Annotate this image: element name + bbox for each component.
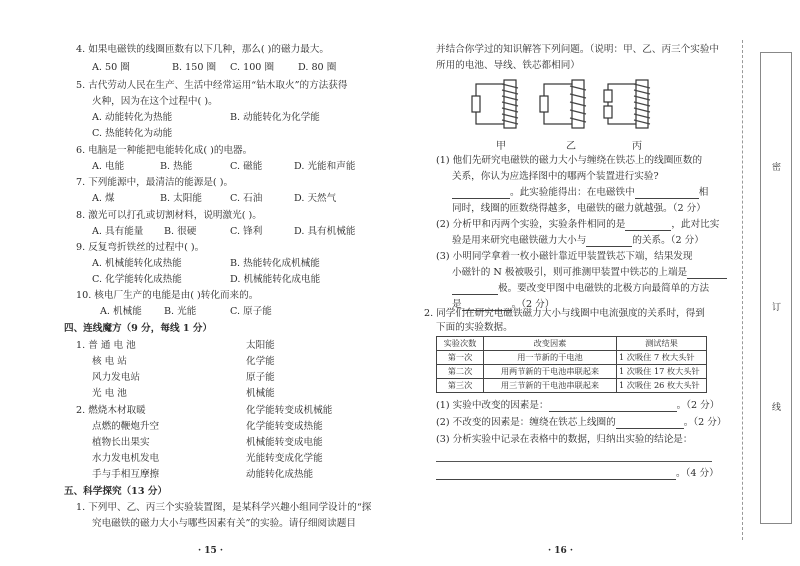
answer-blank[interactable] xyxy=(616,418,684,429)
answer-blank[interactable] xyxy=(452,284,498,295)
match1-left-4: 光 电 池 xyxy=(92,388,127,399)
q6-option-d: D. 光能和声能 xyxy=(294,161,356,172)
q10-option-c: C. 原子能 xyxy=(230,306,272,317)
subq1-line2: 关系，你认为应选择图中的哪两个装置进行实验? xyxy=(452,171,659,182)
table-q3-answer xyxy=(436,468,719,480)
answer-blank[interactable] xyxy=(635,188,699,199)
cell-trial: 第一次 xyxy=(437,351,484,365)
cell-result: 1 次吸住 17 枚大头针 xyxy=(617,365,707,379)
subq1-line4: 同时，线圈的匝数绕得越多，电磁铁的磁力就越强。（2 分） xyxy=(452,203,706,214)
cell-factor: 用三节新的干电池串联起来 xyxy=(484,379,617,393)
match2-right-3: 机械能转变成电能 xyxy=(246,437,323,448)
table-q2 xyxy=(436,417,726,429)
q7-option-a: A. 煤 xyxy=(92,193,115,204)
q5-option-c: C. 热能转化为动能 xyxy=(92,128,173,139)
match2-left-1: 2. 燃烧木材取暖 xyxy=(76,405,146,416)
cell-trial: 第三次 xyxy=(437,379,484,393)
section-5-heading: 五、科学探究（13 分） xyxy=(64,486,168,497)
table-q1 xyxy=(436,400,719,412)
cell-trial: 第二次 xyxy=(437,365,484,379)
subq3-text4: 是 xyxy=(452,299,462,310)
subq3-text4-end: 。（2 分） xyxy=(511,299,555,310)
match2-left-4: 水力发电机发电 xyxy=(92,453,160,464)
cell-factor: 用两节新的干电池串联起来 xyxy=(484,365,617,379)
answer-blank[interactable] xyxy=(549,401,677,412)
q9-option-d: D. 机械能转化成电能 xyxy=(230,274,321,285)
device-bing xyxy=(604,80,650,128)
probe-1-line2: 究电磁铁的磁力大小与哪些因素有关”的实验。请仔细阅读题目 xyxy=(92,518,356,529)
match1-right-4: 机械能 xyxy=(246,388,275,399)
question-4: 4. 如果电磁铁的线圈匝数有以下几种，那么( )的磁力最大。 xyxy=(76,44,329,55)
binding-dashed-line xyxy=(742,40,743,540)
subq3-line1: (3) 小明同学拿着一枚小磁针靠近甲装置铁芯下端，结果发现 xyxy=(436,251,693,262)
cell-factor: 用一节新的干电池 xyxy=(484,351,617,365)
subq3-line3 xyxy=(452,283,709,295)
q4-option-c: C. 100 圈 xyxy=(230,62,275,73)
q6-option-c: C. 磁能 xyxy=(230,161,263,172)
match1-left-3: 风力发电站 xyxy=(92,372,140,383)
header-trial: 实验次数 xyxy=(437,337,484,351)
subq3-text3: 极。要改变甲图中电磁铁的北极方向最简单的方法 xyxy=(498,283,710,294)
label-bing: 丙 xyxy=(632,141,642,152)
subq2-text-end: ，此对比实 xyxy=(671,219,720,230)
table-q3: (3) 分析实验中记录在表格中的数据，归纳出实验的结论是： xyxy=(436,434,693,445)
label-jia: 甲 xyxy=(496,141,506,152)
page-number-right: · 16 · xyxy=(548,546,574,556)
subq2-text2-end: 的关系。（2 分） xyxy=(632,235,704,246)
right-intro-line1: 并结合你学过的知识解答下列问题。（说明：甲、乙、丙三个实验中 xyxy=(436,44,720,55)
q7-option-c: C. 石油 xyxy=(230,193,263,204)
q4-option-b: B. 150 圈 xyxy=(172,62,217,73)
answer-blank[interactable] xyxy=(625,220,671,231)
question-2-line2: 下面的实验数据。 xyxy=(436,322,513,333)
question-5-line2: 火种，因为在这个过程中( )。 xyxy=(92,96,218,107)
q8-option-c: C. 锋利 xyxy=(230,226,263,237)
match2-right-4: 光能转变成化学能 xyxy=(246,453,323,464)
q8-option-d: D. 具有机械能 xyxy=(294,226,356,237)
answer-blank[interactable] xyxy=(452,188,510,199)
section-4-heading: 四、连线魔方（9 分，每线 1 分） xyxy=(64,323,213,334)
q10-option-a: A. 机械能 xyxy=(100,306,142,317)
match1-right-1: 太阳能 xyxy=(246,340,275,351)
header-result: 测试结果 xyxy=(617,337,707,351)
device-jia xyxy=(472,80,518,128)
subq1-line3 xyxy=(452,187,708,199)
binding-char-xian: 线 xyxy=(772,403,782,413)
match2-right-5: 动能转化成热能 xyxy=(246,469,314,480)
table-q1-end: 。（2 分） xyxy=(676,400,720,411)
experiment-table xyxy=(436,336,707,393)
subq3-text: 小磁针的 N 极被吸引，则可推测甲装置中铁芯的上端是 xyxy=(452,267,688,278)
match2-right-1: 化学能转变成机械能 xyxy=(246,405,333,416)
subq2-line1 xyxy=(436,219,719,231)
question-6: 6. 电脑是一种能把电能转化成( )的电器。 xyxy=(76,145,253,156)
q6-option-b: B. 热能 xyxy=(160,161,193,172)
question-2-line1: 2. 同学们在研究电磁铁磁力大小与线圈中电流强度的关系时，得到 xyxy=(424,308,705,319)
cell-result: 1 次吸住 26 枚大头针 xyxy=(617,379,707,393)
match2-right-2: 化学能转变成热能 xyxy=(246,421,323,432)
answer-blank[interactable] xyxy=(436,469,676,480)
question-10: 10. 核电厂生产的电能是由( )转化而来的。 xyxy=(76,290,259,301)
header-factor: 改变因素 xyxy=(484,337,617,351)
q5-option-a: A. 动能转化为热能 xyxy=(92,112,173,123)
q7-option-b: B. 太阳能 xyxy=(160,193,202,204)
answer-line[interactable] xyxy=(436,451,712,462)
subq2-line2 xyxy=(452,235,704,247)
question-7: 7. 下列能源中，最清洁的能源是( )。 xyxy=(76,177,234,188)
question-9: 9. 反复弯折铁丝的过程中( )。 xyxy=(76,242,205,253)
q5-option-b: B. 动能转化为化学能 xyxy=(230,112,320,123)
q4-option-a: A. 50 圈 xyxy=(92,62,130,73)
q10-option-b: B. 光能 xyxy=(164,306,197,317)
subq1-text-end: 相 xyxy=(698,187,709,198)
q9-option-c: C. 化学能转化成热能 xyxy=(92,274,182,285)
match2-left-3: 植物长出果实 xyxy=(92,437,150,448)
q8-option-a: A. 具有能量 xyxy=(92,226,144,237)
subq2-text: (2) 分析甲和丙两个实验，实验条件相同的是 xyxy=(436,219,626,230)
table-q2-end: 。（2 分） xyxy=(683,417,727,428)
question-5-line1: 5. 古代劳动人民在生产、生活中经常运用“钻木取火”的方法获得 xyxy=(76,80,348,91)
table-q1-text: (1) 实验中改变的因素是： xyxy=(436,400,549,411)
subq3-line2 xyxy=(452,267,727,279)
match1-right-2: 化学能 xyxy=(246,356,275,367)
match1-left-1: 1. 普 通 电 池 xyxy=(76,340,136,351)
table-row xyxy=(437,365,707,379)
device-yi xyxy=(540,80,586,128)
q8-option-b: B. 很硬 xyxy=(164,226,197,237)
q6-option-a: A. 电能 xyxy=(92,161,125,172)
q4-option-d: D. 80 圈 xyxy=(298,62,337,73)
electromagnet-diagram xyxy=(466,76,666,134)
match1-right-3: 原子能 xyxy=(246,372,275,383)
table-header-row xyxy=(437,337,707,351)
question-8: 8. 激光可以打孔或切割材料，说明激光( )。 xyxy=(76,210,262,221)
match1-left-2: 核 电 站 xyxy=(92,356,127,367)
q9-option-a: A. 机械能转化成热能 xyxy=(92,258,182,269)
page-number-left: · 15 · xyxy=(198,546,224,556)
table-row xyxy=(437,379,707,393)
answer-blank[interactable] xyxy=(687,268,727,279)
right-intro-line2: 所用的电池、导线、铁芯都相同） xyxy=(436,60,580,71)
match2-left-5: 手与手相互摩擦 xyxy=(92,469,160,480)
binding-char-mi: 密 xyxy=(772,163,782,173)
match2-left-2: 点燃的鞭炮升空 xyxy=(92,421,160,432)
binding-char-ding: 订 xyxy=(772,303,782,313)
table-row xyxy=(437,351,707,365)
table-q3-end: 。（4 分） xyxy=(676,468,719,479)
subq2-text2: 验是用来研究电磁铁磁力大小与 xyxy=(452,235,587,246)
label-yi: 乙 xyxy=(566,141,576,152)
probe-1-line1: 1. 下列甲、乙、丙三个实验装置图，是某科学兴趣小组同学设计的“探 xyxy=(76,502,372,513)
subq1-line1: (1) 他们先研究电磁铁的磁力大小与缠绕在铁芯上的线圈匝数的 xyxy=(436,155,703,166)
cell-result: 1 次吸住 7 枚大头针 xyxy=(617,351,707,365)
subq1-text: 。此实验能得出：在电磁铁中 xyxy=(510,187,635,198)
table-q2-text: (2) 不改变的因素是：缠绕在铁芯上线圈的 xyxy=(436,417,616,428)
answer-blank[interactable] xyxy=(586,236,632,247)
q7-option-d: D. 天然气 xyxy=(294,193,337,204)
binding-strip xyxy=(760,52,792,524)
q9-option-b: B. 热能转化成机械能 xyxy=(230,258,320,269)
